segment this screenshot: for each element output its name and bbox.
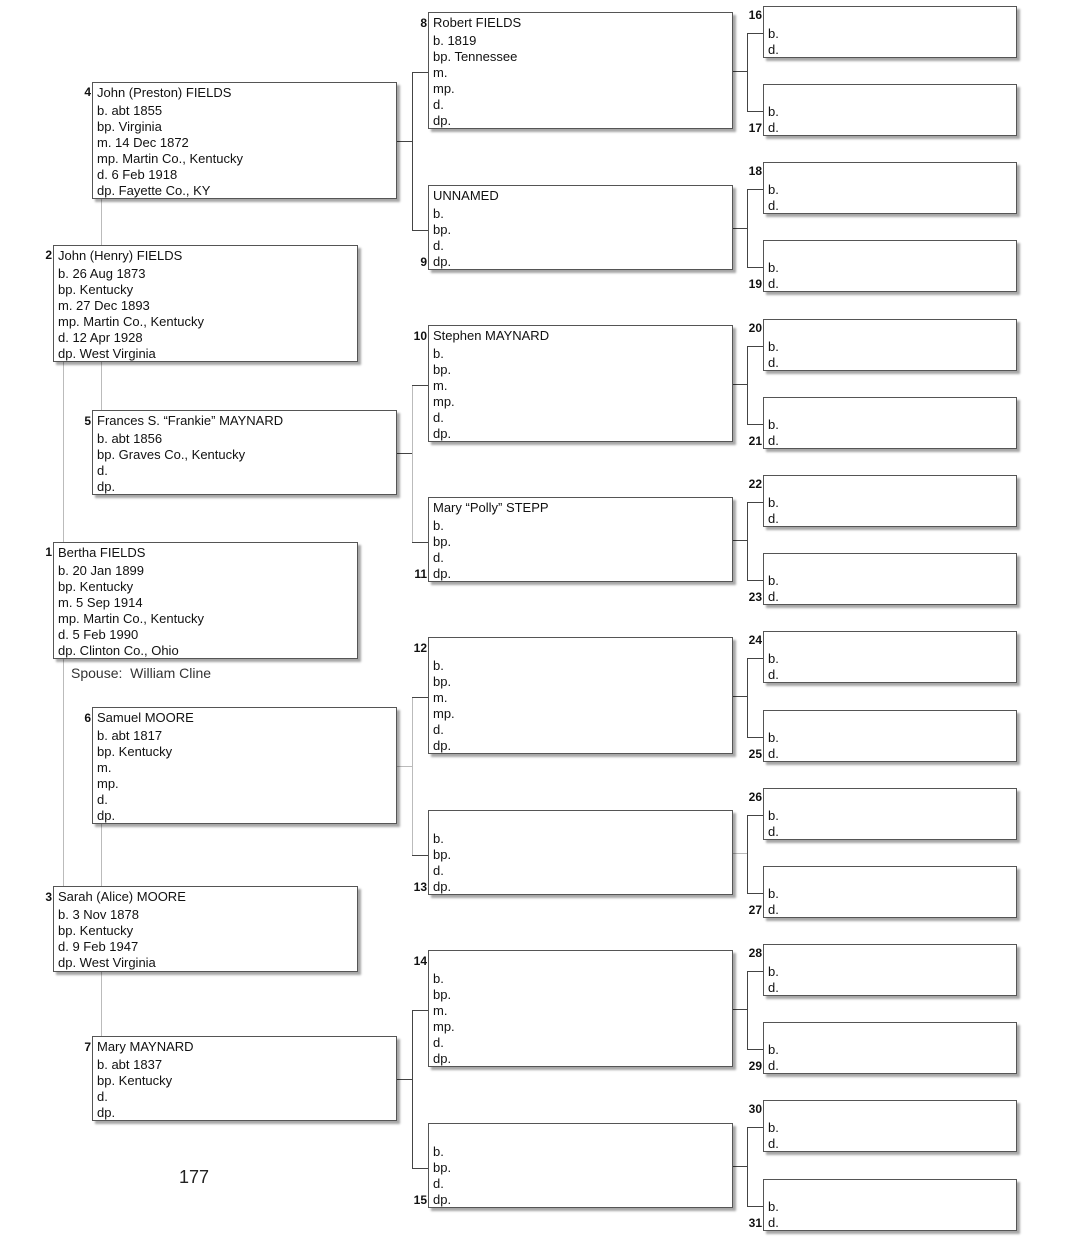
ahnentafel-number: 1 (45, 545, 52, 559)
person-detail: d. (768, 1215, 779, 1230)
person-detail: d. (768, 120, 779, 135)
person-detail: dp. Clinton Co., Ohio (58, 643, 179, 658)
connector-line (412, 1010, 413, 1168)
person-box-3[interactable] (53, 886, 358, 972)
connector-line (412, 1168, 428, 1169)
ahnentafel-number: 12 (413, 641, 427, 655)
person-detail: b. (433, 658, 444, 673)
person-detail: bp. Kentucky (58, 923, 134, 938)
person-box-1[interactable] (53, 542, 358, 659)
person-detail: bp. Virginia (97, 119, 162, 134)
connector-line (747, 267, 763, 268)
person-detail: d. (97, 792, 108, 807)
person-detail: d. (433, 97, 444, 112)
person-detail: m. (433, 1003, 448, 1018)
connector-line (747, 1127, 748, 1206)
connector-line (747, 111, 763, 112)
ahnentafel-number: 18 (748, 164, 762, 178)
person-detail: dp. West Virginia (58, 346, 156, 361)
person-detail: dp. (433, 426, 452, 441)
person-detail: d. (97, 463, 108, 478)
person-name: Bertha FIELDS (58, 545, 146, 560)
person-box-14[interactable] (428, 950, 733, 1067)
person-detail: m. 5 Sep 1914 (58, 595, 143, 610)
person-detail: b. abt 1817 (97, 728, 163, 743)
connector-line (733, 384, 747, 385)
connector-line (747, 189, 748, 267)
person-detail: b. (768, 1042, 779, 1057)
person-detail: d. (768, 511, 779, 526)
ahnentafel-number: 5 (84, 414, 91, 428)
person-detail: b. abt 1856 (97, 431, 163, 446)
ahnentafel-number: 22 (748, 477, 762, 491)
person-box-11[interactable] (428, 497, 733, 582)
person-detail: dp. (97, 1105, 116, 1120)
connector-line (747, 33, 748, 111)
person-detail: d. (768, 433, 779, 448)
person-name: Frances S. “Frankie” MAYNARD (97, 413, 284, 428)
person-detail: b. abt 1855 (97, 103, 163, 118)
person-detail: m. (433, 65, 448, 80)
person-detail: mp. (97, 776, 119, 791)
connector-line (733, 228, 747, 229)
ahnentafel-number: 10 (413, 329, 427, 343)
person-detail: dp. (433, 254, 452, 269)
person-detail: bp. (433, 534, 452, 549)
connector-line (733, 71, 747, 72)
person-box-31[interactable] (763, 1179, 1017, 1231)
person-box-23[interactable] (763, 553, 1017, 605)
connector-line (412, 1010, 428, 1011)
person-box-30[interactable] (763, 1100, 1017, 1152)
ahnentafel-number: 28 (748, 946, 762, 960)
connector-line (412, 385, 428, 386)
person-detail: m. 27 Dec 1893 (58, 298, 150, 313)
person-detail: d. (433, 410, 444, 425)
person-detail: b. (433, 831, 444, 846)
person-box-28[interactable] (763, 944, 1017, 996)
person-detail: dp. Fayette Co., KY (97, 183, 211, 198)
connector-line (747, 737, 763, 738)
person-detail: d. (768, 1136, 779, 1151)
person-box-25[interactable] (763, 710, 1017, 762)
connector-line (747, 502, 763, 503)
person-detail: d. (768, 1058, 779, 1073)
person-detail: bp. (433, 1160, 452, 1175)
person-detail: d. (768, 198, 779, 213)
connector-line (747, 893, 763, 894)
person-name: Mary MAYNARD (97, 1039, 194, 1054)
connector-line (412, 72, 413, 230)
person-detail: m. (433, 690, 448, 705)
person-detail: bp. (433, 847, 452, 862)
person-box-29[interactable] (763, 1022, 1017, 1074)
connector-line (397, 1079, 412, 1080)
connector-line (733, 540, 747, 541)
person-detail: d. 5 Feb 1990 (58, 627, 139, 642)
person-box-26[interactable] (763, 788, 1017, 840)
connector-line (412, 855, 428, 856)
ahnentafel-number: 14 (413, 954, 427, 968)
connector-line (747, 189, 763, 190)
person-box-9[interactable] (428, 185, 733, 270)
connector-line (397, 453, 412, 454)
person-detail: mp. Martin Co., Kentucky (97, 151, 243, 166)
connector-line (397, 141, 412, 142)
person-box-16[interactable] (763, 6, 1017, 58)
person-box-22[interactable] (763, 475, 1017, 527)
person-detail: b. (768, 182, 779, 197)
connector-line (733, 1009, 747, 1010)
person-detail: b. (768, 651, 779, 666)
person-detail: d. (433, 1035, 444, 1050)
person-detail: d. (97, 1089, 108, 1104)
person-detail: b. (433, 1144, 444, 1159)
person-detail: b. (768, 573, 779, 588)
ahnentafel-number: 17 (748, 121, 762, 135)
person-detail: mp. (433, 706, 455, 721)
person-box-10[interactable] (428, 325, 733, 442)
person-detail: bp. Kentucky (58, 282, 134, 297)
person-box-21[interactable] (763, 397, 1017, 449)
ahnentafel-number: 30 (748, 1102, 762, 1116)
person-detail: dp. (433, 113, 452, 128)
person-detail: b. (768, 1120, 779, 1135)
person-detail: bp. (433, 222, 452, 237)
person-detail: d. 12 Apr 1928 (58, 330, 143, 345)
person-detail: dp. (433, 738, 452, 753)
person-detail: b. (768, 495, 779, 510)
person-detail: d. (433, 863, 444, 878)
person-name: UNNAMED (433, 188, 499, 203)
person-detail: d. 9 Feb 1947 (58, 939, 139, 954)
connector-line (747, 580, 763, 581)
ahnentafel-number: 20 (748, 321, 762, 335)
person-detail: b. (768, 1199, 779, 1214)
connector-line (747, 971, 748, 1049)
person-detail: d. (433, 722, 444, 737)
person-detail: bp. Kentucky (58, 579, 134, 594)
person-detail: d. (433, 238, 444, 253)
connector-line (412, 542, 428, 543)
person-detail: m. (97, 760, 112, 775)
person-detail: mp. (433, 394, 455, 409)
person-detail: b. (433, 346, 444, 361)
ahnentafel-number: 29 (748, 1059, 762, 1073)
spouse-line (71, 665, 211, 681)
person-box-5[interactable] (92, 410, 397, 495)
person-detail: b. (768, 730, 779, 745)
person-detail: bp. (433, 987, 452, 1002)
ahnentafel-number: 2 (45, 248, 52, 262)
connector-line (747, 815, 763, 816)
ahnentafel-number: 27 (748, 903, 762, 917)
person-detail: mp. (433, 81, 455, 96)
ahnentafel-number: 11 (414, 567, 427, 581)
person-detail: b. (433, 206, 444, 221)
page-number: 177 (179, 1167, 210, 1187)
person-box-6[interactable] (92, 707, 397, 824)
ahnentafel-number: 8 (420, 16, 427, 30)
ahnentafel-number: 21 (748, 434, 762, 448)
person-detail: b. 26 Aug 1873 (58, 266, 146, 281)
person-detail: dp. West Virginia (58, 955, 156, 970)
ahnentafel-number: 3 (45, 890, 52, 904)
person-box-13[interactable] (428, 810, 733, 895)
person-detail: bp. Tennessee (433, 49, 518, 64)
person-box-27[interactable] (763, 866, 1017, 918)
connector-line (747, 1127, 763, 1128)
ahnentafel-number: 25 (748, 747, 762, 761)
person-name: Mary “Polly” STEPP (433, 500, 549, 515)
connector-line (412, 230, 428, 231)
person-detail: mp. Martin Co., Kentucky (58, 611, 204, 626)
person-box-12[interactable] (428, 637, 733, 754)
person-detail: d. 6 Feb 1918 (97, 167, 178, 182)
person-name: Robert FIELDS (433, 15, 522, 30)
connector-line (747, 1049, 763, 1050)
connector-line (747, 424, 763, 425)
ahnentafel-number: 16 (748, 8, 762, 22)
person-detail: b. (768, 104, 779, 119)
connector-line (747, 1206, 763, 1207)
person-detail: b. (768, 886, 779, 901)
person-box-2[interactable] (53, 245, 358, 362)
connector-line (733, 1166, 747, 1167)
person-detail: dp. (433, 566, 452, 581)
person-detail: mp. Martin Co., Kentucky (58, 314, 204, 329)
person-name: Samuel MOORE (97, 710, 194, 725)
connector-line (747, 658, 763, 659)
ahnentafel-number: 31 (748, 1216, 762, 1230)
spouse-label: Spouse: (71, 665, 123, 681)
person-box-19[interactable] (763, 240, 1017, 292)
person-detail: mp. (433, 1019, 455, 1034)
person-detail: d. (768, 276, 779, 291)
person-detail: d. (768, 824, 779, 839)
connector-line (412, 72, 428, 73)
connector-line (747, 346, 748, 424)
person-detail: dp. (97, 479, 116, 494)
ahnentafel-number: 9 (420, 255, 427, 269)
connector-line (733, 853, 747, 854)
ahnentafel-number: 6 (84, 711, 91, 725)
person-detail: b. (768, 339, 779, 354)
ahnentafel-number: 24 (748, 633, 762, 647)
spouse-name: William Cline (130, 665, 212, 681)
person-detail: b. (433, 971, 444, 986)
person-box-8[interactable] (428, 12, 733, 129)
connector-line (412, 697, 413, 855)
person-detail: bp. Kentucky (97, 1073, 173, 1088)
person-detail: b. (768, 808, 779, 823)
ahnentafel-number: 19 (748, 277, 762, 291)
person-detail: b. (768, 26, 779, 41)
person-detail: d. (433, 1176, 444, 1191)
person-detail: bp. (433, 674, 452, 689)
person-name: Sarah (Alice) MOORE (58, 889, 186, 904)
person-detail: d. (768, 355, 779, 370)
person-detail: dp. (433, 879, 452, 894)
person-name: Stephen MAYNARD (433, 328, 550, 343)
person-detail: b. (768, 417, 779, 432)
person-box-18[interactable] (763, 162, 1017, 214)
person-detail: d. (768, 589, 779, 604)
connector-line (747, 33, 763, 34)
person-name: John (Henry) FIELDS (58, 248, 183, 263)
person-detail: m. (433, 378, 448, 393)
ahnentafel-number: 7 (84, 1040, 91, 1054)
connector-line (733, 696, 747, 697)
person-detail: bp. (433, 362, 452, 377)
person-box-4[interactable] (92, 82, 397, 199)
person-detail: b. 3 Nov 1878 (58, 907, 139, 922)
person-detail: b. (768, 260, 779, 275)
ahnentafel-number: 13 (413, 880, 427, 894)
person-detail: d. (768, 980, 779, 995)
person-name: John (Preston) FIELDS (97, 85, 232, 100)
person-detail: bp. Graves Co., Kentucky (97, 447, 246, 462)
person-box-20[interactable] (763, 319, 1017, 371)
person-detail: d. (768, 902, 779, 917)
person-detail: d. (768, 746, 779, 761)
person-detail: b. 1819 (433, 33, 477, 48)
person-detail: d. (768, 667, 779, 682)
person-detail: dp. (433, 1192, 452, 1207)
ahnentafel-number: 4 (84, 85, 91, 99)
ahnentafel-number: 15 (413, 1193, 427, 1207)
connector-line (747, 815, 748, 893)
connector-line (747, 346, 763, 347)
person-detail: b. (768, 964, 779, 979)
person-detail: dp. (433, 1051, 452, 1066)
person-box-15[interactable] (428, 1123, 733, 1208)
person-detail: m. 14 Dec 1872 (97, 135, 189, 150)
connector-line (747, 971, 763, 972)
connector-line (412, 697, 428, 698)
person-detail: bp. Kentucky (97, 744, 173, 759)
person-box-7[interactable] (92, 1036, 397, 1121)
connector-line (412, 385, 413, 542)
person-detail: b. (433, 518, 444, 533)
person-box-24[interactable] (763, 631, 1017, 683)
ahnentafel-number: 26 (748, 790, 762, 804)
person-detail: b. 20 Jan 1899 (58, 563, 145, 578)
ahnentafel-number: 23 (748, 590, 762, 604)
person-detail: b. abt 1837 (97, 1057, 163, 1072)
connector-line (747, 502, 748, 580)
connector-line (397, 766, 412, 767)
person-detail: d. (768, 42, 779, 57)
person-detail: d. (433, 550, 444, 565)
person-box-17[interactable] (763, 84, 1017, 136)
connector-line (747, 658, 748, 737)
person-detail: dp. (97, 808, 116, 823)
